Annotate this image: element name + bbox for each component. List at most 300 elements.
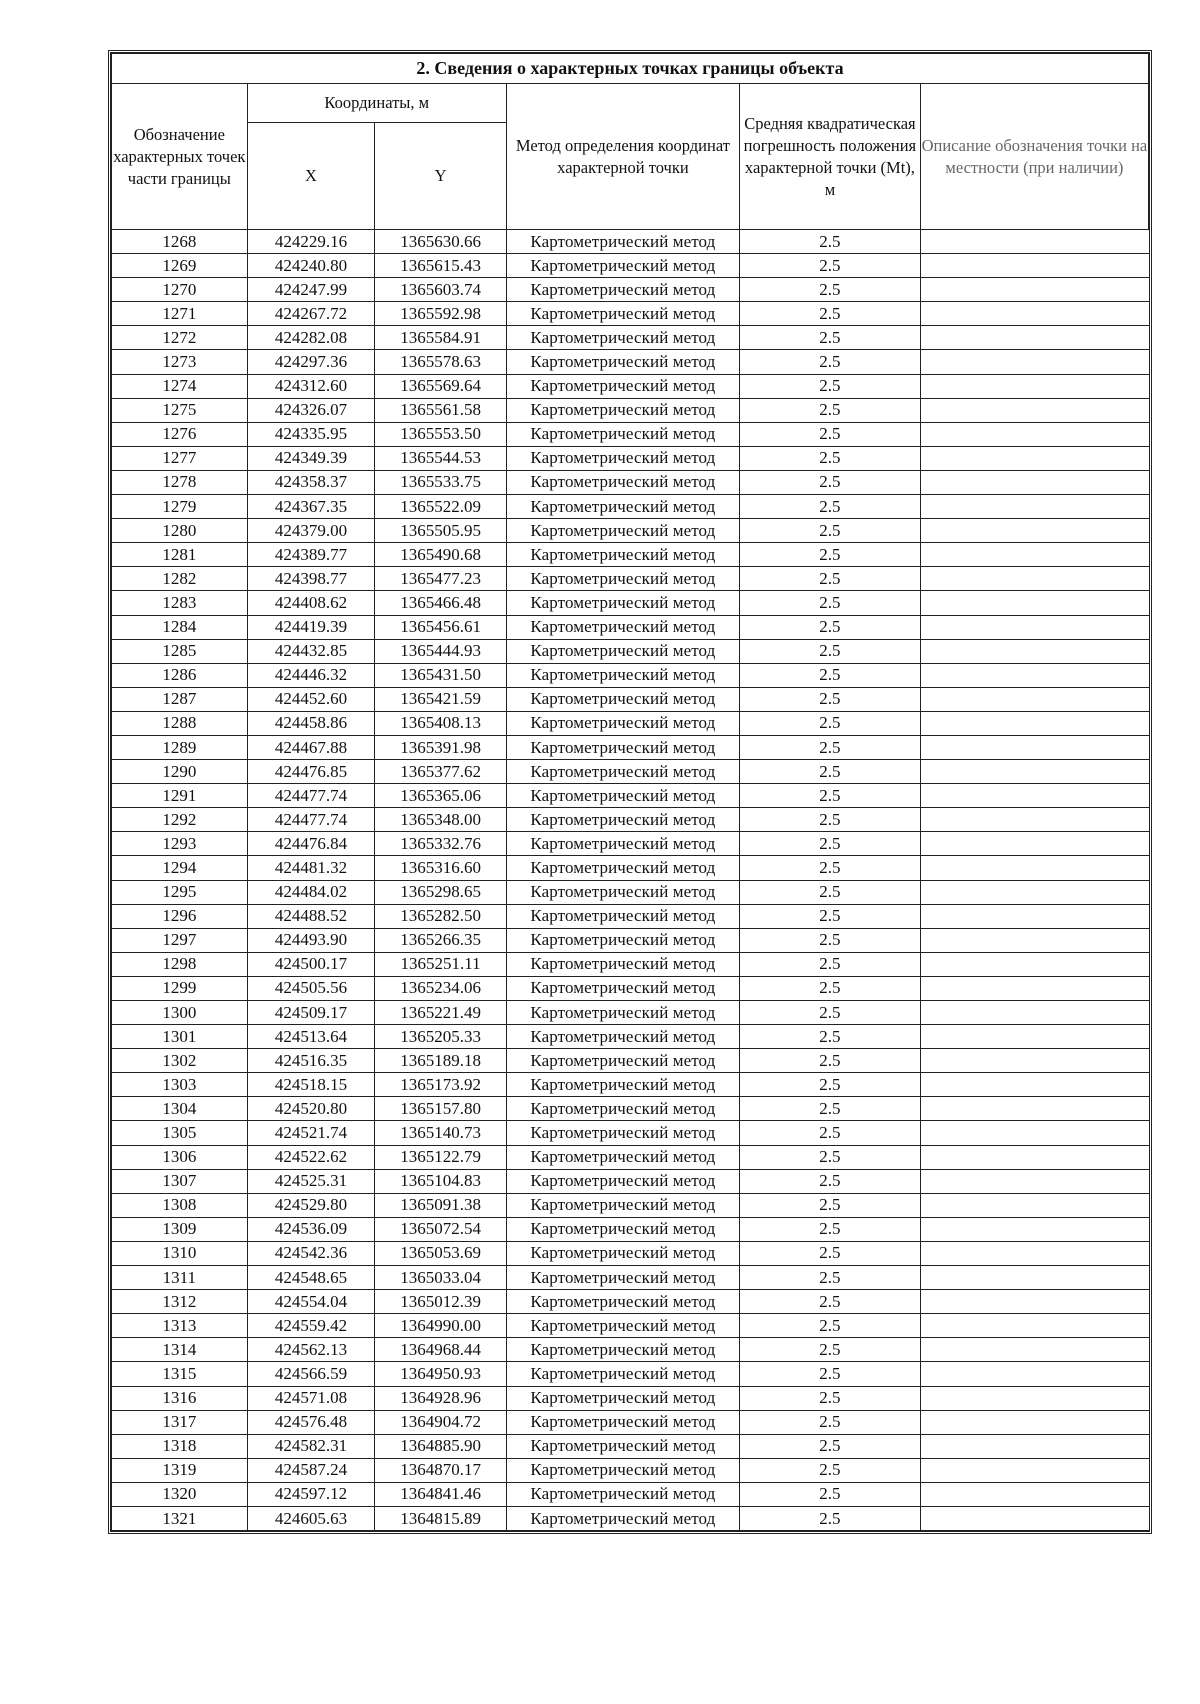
description-cell — [920, 1193, 1148, 1217]
x-coordinate-cell: 424367.35 — [247, 495, 375, 519]
description-cell — [920, 928, 1148, 952]
point-cell: 1319 — [112, 1458, 248, 1482]
y-coordinate-cell: 1364841.46 — [375, 1482, 507, 1506]
y-coordinate-cell: 1365316.60 — [375, 856, 507, 880]
method-cell: Картометрический метод — [506, 1049, 739, 1073]
point-cell: 1281 — [112, 543, 248, 567]
description-cell — [920, 254, 1148, 278]
table-row — [112, 326, 1149, 350]
y-coordinate-cell: 1365456.61 — [375, 615, 507, 639]
precision-cell: 2.5 — [739, 1386, 920, 1410]
table-row — [112, 1458, 1149, 1482]
precision-cell: 2.5 — [739, 1025, 920, 1049]
precision-cell: 2.5 — [739, 1193, 920, 1217]
x-coordinate-cell: 424477.74 — [247, 808, 375, 832]
table-row — [112, 591, 1149, 615]
point-cell: 1283 — [112, 591, 248, 615]
precision-cell: 2.5 — [739, 1049, 920, 1073]
y-coordinate-cell: 1364870.17 — [375, 1458, 507, 1482]
method-cell: Картометрический метод — [506, 663, 739, 687]
x-coordinate-cell: 424446.32 — [247, 663, 375, 687]
description-cell — [920, 1386, 1148, 1410]
point-cell: 1271 — [112, 302, 248, 326]
precision-cell: 2.5 — [739, 302, 920, 326]
description-cell — [920, 880, 1148, 904]
y-coordinate-cell: 1364928.96 — [375, 1386, 507, 1410]
table-row — [112, 278, 1149, 302]
method-cell: Картометрический метод — [506, 567, 739, 591]
y-coordinate-cell: 1365053.69 — [375, 1241, 507, 1265]
x-coordinate-cell: 424597.12 — [247, 1482, 375, 1506]
y-coordinate-cell: 1365578.63 — [375, 350, 507, 374]
x-coordinate-cell: 424419.39 — [247, 615, 375, 639]
precision-cell: 2.5 — [739, 1217, 920, 1241]
table-row — [112, 470, 1149, 494]
table-row — [112, 254, 1149, 278]
precision-cell: 2.5 — [739, 519, 920, 543]
method-cell: Картометрический метод — [506, 230, 739, 254]
point-cell: 1311 — [112, 1266, 248, 1290]
table-row — [112, 1290, 1149, 1314]
method-cell: Картометрический метод — [506, 254, 739, 278]
precision-cell: 2.5 — [739, 663, 920, 687]
precision-cell: 2.5 — [739, 880, 920, 904]
precision-cell: 2.5 — [739, 639, 920, 663]
description-cell — [920, 1121, 1148, 1145]
y-coordinate-cell: 1365122.79 — [375, 1145, 507, 1169]
description-cell — [920, 760, 1148, 784]
description-cell — [920, 1458, 1148, 1482]
precision-cell: 2.5 — [739, 1314, 920, 1338]
x-coordinate-cell: 424529.80 — [247, 1193, 375, 1217]
x-coordinate-cell: 424247.99 — [247, 278, 375, 302]
point-cell: 1274 — [112, 374, 248, 398]
table-row — [112, 1025, 1149, 1049]
table-row — [112, 1169, 1149, 1193]
precision-cell: 2.5 — [739, 904, 920, 928]
description-cell — [920, 615, 1148, 639]
description-cell — [920, 808, 1148, 832]
precision-cell: 2.5 — [739, 1362, 920, 1386]
y-coordinate-cell: 1365431.50 — [375, 663, 507, 687]
x-coordinate-cell: 424518.15 — [247, 1073, 375, 1097]
point-cell: 1287 — [112, 687, 248, 711]
x-coordinate-cell: 424520.80 — [247, 1097, 375, 1121]
y-coordinate-cell: 1365033.04 — [375, 1266, 507, 1290]
precision-cell: 2.5 — [739, 928, 920, 952]
x-coordinate-cell: 424525.31 — [247, 1169, 375, 1193]
method-cell: Картометрический метод — [506, 928, 739, 952]
point-cell: 1275 — [112, 398, 248, 422]
precision-cell: 2.5 — [739, 1410, 920, 1434]
x-coordinate-cell: 424516.35 — [247, 1049, 375, 1073]
y-coordinate-cell: 1365348.00 — [375, 808, 507, 832]
description-cell — [920, 735, 1148, 759]
point-cell: 1269 — [112, 254, 248, 278]
precision-cell: 2.5 — [739, 230, 920, 254]
x-coordinate-cell: 424312.60 — [247, 374, 375, 398]
description-cell — [920, 1314, 1148, 1338]
precision-cell: 2.5 — [739, 374, 920, 398]
point-cell: 1301 — [112, 1025, 248, 1049]
y-coordinate-cell: 1364968.44 — [375, 1338, 507, 1362]
table-row — [112, 350, 1149, 374]
description-cell — [920, 495, 1148, 519]
x-coordinate-cell: 424509.17 — [247, 1001, 375, 1025]
method-cell: Картометрический метод — [506, 856, 739, 880]
method-cell: Картометрический метод — [506, 495, 739, 519]
x-coordinate-cell: 424500.17 — [247, 952, 375, 976]
table-row — [112, 1049, 1149, 1073]
precision-cell: 2.5 — [739, 422, 920, 446]
point-cell: 1320 — [112, 1482, 248, 1506]
x-coordinate-cell: 424542.36 — [247, 1241, 375, 1265]
method-cell: Картометрический метод — [506, 735, 739, 759]
point-cell: 1314 — [112, 1338, 248, 1362]
x-coordinate-cell: 424240.80 — [247, 254, 375, 278]
x-coordinate-cell: 424458.86 — [247, 711, 375, 735]
y-coordinate-cell: 1365104.83 — [375, 1169, 507, 1193]
y-coordinate-cell: 1365569.64 — [375, 374, 507, 398]
description-cell — [920, 1049, 1148, 1073]
description-cell — [920, 350, 1148, 374]
method-cell: Картометрический метод — [506, 1290, 739, 1314]
table-row — [112, 422, 1149, 446]
y-coordinate-cell: 1365365.06 — [375, 784, 507, 808]
table-row — [112, 1001, 1149, 1025]
y-coordinate-cell: 1365466.48 — [375, 591, 507, 615]
point-cell: 1296 — [112, 904, 248, 928]
y-coordinate-cell: 1365391.98 — [375, 735, 507, 759]
point-cell: 1286 — [112, 663, 248, 687]
x-coordinate-cell: 424521.74 — [247, 1121, 375, 1145]
point-cell: 1295 — [112, 880, 248, 904]
y-coordinate-cell: 1365189.18 — [375, 1049, 507, 1073]
point-cell: 1308 — [112, 1193, 248, 1217]
x-coordinate-cell: 424389.77 — [247, 543, 375, 567]
precision-cell: 2.5 — [739, 1506, 920, 1530]
table-row — [112, 784, 1149, 808]
x-coordinate-cell: 424267.72 — [247, 302, 375, 326]
method-cell: Картометрический метод — [506, 1434, 739, 1458]
precision-cell: 2.5 — [739, 254, 920, 278]
table-row — [112, 1266, 1149, 1290]
table-row — [112, 976, 1149, 1000]
y-coordinate-cell: 1365072.54 — [375, 1217, 507, 1241]
method-cell: Картометрический метод — [506, 1410, 739, 1434]
header-method: Метод определения координат характерной точки — [506, 84, 739, 230]
method-cell: Картометрический метод — [506, 470, 739, 494]
description-cell — [920, 1145, 1148, 1169]
header-x: X — [247, 123, 375, 230]
x-coordinate-cell: 424571.08 — [247, 1386, 375, 1410]
y-coordinate-cell: 1365603.74 — [375, 278, 507, 302]
method-cell: Картометрический метод — [506, 1314, 739, 1338]
description-cell — [920, 904, 1148, 928]
table-row — [112, 1506, 1149, 1530]
description-cell — [920, 398, 1148, 422]
precision-cell: 2.5 — [739, 856, 920, 880]
description-cell — [920, 832, 1148, 856]
y-coordinate-cell: 1365584.91 — [375, 326, 507, 350]
y-coordinate-cell: 1365205.33 — [375, 1025, 507, 1049]
description-cell — [920, 591, 1148, 615]
description-cell — [920, 1362, 1148, 1386]
method-cell: Картометрический метод — [506, 1362, 739, 1386]
method-cell: Картометрический метод — [506, 904, 739, 928]
precision-cell: 2.5 — [739, 1145, 920, 1169]
point-cell: 1305 — [112, 1121, 248, 1145]
x-coordinate-cell: 424349.39 — [247, 446, 375, 470]
method-cell: Картометрический метод — [506, 1001, 739, 1025]
method-cell: Картометрический метод — [506, 1217, 739, 1241]
header-precision: Средняя квадратическая погрешность положения характерной точки (Mt), м — [739, 84, 920, 230]
table-row — [112, 615, 1149, 639]
method-cell: Картометрический метод — [506, 1266, 739, 1290]
method-cell: Картометрический метод — [506, 350, 739, 374]
point-cell: 1303 — [112, 1073, 248, 1097]
description-cell — [920, 687, 1148, 711]
table-row — [112, 808, 1149, 832]
point-cell: 1315 — [112, 1362, 248, 1386]
x-coordinate-cell: 424282.08 — [247, 326, 375, 350]
table-row — [112, 711, 1149, 735]
method-cell: Картометрический метод — [506, 326, 739, 350]
description-cell — [920, 1001, 1148, 1025]
table-row — [112, 446, 1149, 470]
point-cell: 1304 — [112, 1097, 248, 1121]
precision-cell: 2.5 — [739, 1482, 920, 1506]
table-row — [112, 1193, 1149, 1217]
y-coordinate-cell: 1365332.76 — [375, 832, 507, 856]
point-cell: 1288 — [112, 711, 248, 735]
table-row — [112, 543, 1149, 567]
table-row — [112, 1434, 1149, 1458]
table-row — [112, 832, 1149, 856]
method-cell: Картометрический метод — [506, 1145, 739, 1169]
x-coordinate-cell: 424513.64 — [247, 1025, 375, 1049]
header-y: Y — [375, 123, 507, 230]
description-cell — [920, 470, 1148, 494]
point-cell: 1298 — [112, 952, 248, 976]
y-coordinate-cell: 1365615.43 — [375, 254, 507, 278]
point-cell: 1291 — [112, 784, 248, 808]
point-cell: 1299 — [112, 976, 248, 1000]
y-coordinate-cell: 1365421.59 — [375, 687, 507, 711]
description-cell — [920, 230, 1148, 254]
table-row — [112, 856, 1149, 880]
method-cell: Картометрический метод — [506, 1097, 739, 1121]
y-coordinate-cell: 1365544.53 — [375, 446, 507, 470]
table-row — [112, 1362, 1149, 1386]
description-cell — [920, 519, 1148, 543]
y-coordinate-cell: 1364885.90 — [375, 1434, 507, 1458]
method-cell: Картометрический метод — [506, 784, 739, 808]
method-cell: Картометрический метод — [506, 639, 739, 663]
method-cell: Картометрический метод — [506, 832, 739, 856]
table-row — [112, 1338, 1149, 1362]
header-coordinates: Координаты, м — [247, 84, 506, 123]
description-cell — [920, 1434, 1148, 1458]
table-row — [112, 735, 1149, 759]
table-row — [112, 663, 1149, 687]
table-row — [112, 1121, 1149, 1145]
precision-cell: 2.5 — [739, 326, 920, 350]
precision-cell: 2.5 — [739, 976, 920, 1000]
description-cell — [920, 446, 1148, 470]
table-row — [112, 1241, 1149, 1265]
x-coordinate-cell: 424562.13 — [247, 1338, 375, 1362]
x-coordinate-cell: 424297.36 — [247, 350, 375, 374]
description-cell — [920, 856, 1148, 880]
x-coordinate-cell: 424229.16 — [247, 230, 375, 254]
point-cell: 1300 — [112, 1001, 248, 1025]
table-row — [112, 374, 1149, 398]
table-row — [112, 1145, 1149, 1169]
method-cell: Картометрический метод — [506, 302, 739, 326]
method-cell: Картометрический метод — [506, 1386, 739, 1410]
x-coordinate-cell: 424554.04 — [247, 1290, 375, 1314]
point-cell: 1293 — [112, 832, 248, 856]
x-coordinate-cell: 424398.77 — [247, 567, 375, 591]
x-coordinate-cell: 424505.56 — [247, 976, 375, 1000]
point-cell: 1317 — [112, 1410, 248, 1434]
table-row — [112, 1410, 1149, 1434]
table-row — [112, 1482, 1149, 1506]
x-coordinate-cell: 424432.85 — [247, 639, 375, 663]
point-cell: 1309 — [112, 1217, 248, 1241]
precision-cell: 2.5 — [739, 278, 920, 302]
method-cell: Картометрический метод — [506, 398, 739, 422]
precision-cell: 2.5 — [739, 398, 920, 422]
y-coordinate-cell: 1364950.93 — [375, 1362, 507, 1386]
method-cell: Картометрический метод — [506, 1073, 739, 1097]
point-cell: 1294 — [112, 856, 248, 880]
method-cell: Картометрический метод — [506, 278, 739, 302]
method-cell: Картометрический метод — [506, 760, 739, 784]
y-coordinate-cell: 1365630.66 — [375, 230, 507, 254]
x-coordinate-cell: 424379.00 — [247, 519, 375, 543]
description-cell — [920, 543, 1148, 567]
description-cell — [920, 784, 1148, 808]
table-body — [112, 230, 1149, 1531]
description-cell — [920, 952, 1148, 976]
x-coordinate-cell: 424358.37 — [247, 470, 375, 494]
table-row — [112, 398, 1149, 422]
precision-cell: 2.5 — [739, 1458, 920, 1482]
method-cell: Картометрический метод — [506, 1121, 739, 1145]
precision-cell: 2.5 — [739, 350, 920, 374]
precision-cell: 2.5 — [739, 470, 920, 494]
y-coordinate-cell: 1365533.75 — [375, 470, 507, 494]
description-cell — [920, 422, 1148, 446]
method-cell: Картометрический метод — [506, 1482, 739, 1506]
point-cell: 1310 — [112, 1241, 248, 1265]
y-coordinate-cell: 1365266.35 — [375, 928, 507, 952]
point-cell: 1282 — [112, 567, 248, 591]
description-cell — [920, 976, 1148, 1000]
y-coordinate-cell: 1365490.68 — [375, 543, 507, 567]
y-coordinate-cell: 1365251.11 — [375, 952, 507, 976]
method-cell: Картометрический метод — [506, 591, 739, 615]
method-cell: Картометрический метод — [506, 1506, 739, 1530]
method-cell: Картометрический метод — [506, 808, 739, 832]
method-cell: Картометрический метод — [506, 1025, 739, 1049]
precision-cell: 2.5 — [739, 1434, 920, 1458]
y-coordinate-cell: 1365522.09 — [375, 495, 507, 519]
precision-cell: 2.5 — [739, 1241, 920, 1265]
point-cell: 1273 — [112, 350, 248, 374]
y-coordinate-cell: 1365173.92 — [375, 1073, 507, 1097]
y-coordinate-cell: 1365561.58 — [375, 398, 507, 422]
description-cell — [920, 1241, 1148, 1265]
x-coordinate-cell: 424522.62 — [247, 1145, 375, 1169]
precision-cell: 2.5 — [739, 1290, 920, 1314]
precision-cell: 2.5 — [739, 808, 920, 832]
point-cell: 1290 — [112, 760, 248, 784]
description-cell — [920, 278, 1148, 302]
y-coordinate-cell: 1365234.06 — [375, 976, 507, 1000]
x-coordinate-cell: 424488.52 — [247, 904, 375, 928]
description-cell — [920, 1097, 1148, 1121]
method-cell: Картометрический метод — [506, 543, 739, 567]
description-cell — [920, 1482, 1148, 1506]
point-cell: 1272 — [112, 326, 248, 350]
precision-cell: 2.5 — [739, 1097, 920, 1121]
description-cell — [920, 1506, 1148, 1530]
y-coordinate-cell: 1364990.00 — [375, 1314, 507, 1338]
description-cell — [920, 1217, 1148, 1241]
precision-cell: 2.5 — [739, 735, 920, 759]
point-cell: 1270 — [112, 278, 248, 302]
x-coordinate-cell: 424536.09 — [247, 1217, 375, 1241]
y-coordinate-cell: 1365221.49 — [375, 1001, 507, 1025]
point-cell: 1318 — [112, 1434, 248, 1458]
y-coordinate-cell: 1365012.39 — [375, 1290, 507, 1314]
method-cell: Картометрический метод — [506, 374, 739, 398]
precision-cell: 2.5 — [739, 1266, 920, 1290]
x-coordinate-cell: 424559.42 — [247, 1314, 375, 1338]
x-coordinate-cell: 424477.74 — [247, 784, 375, 808]
table-row — [112, 567, 1149, 591]
method-cell: Картометрический метод — [506, 615, 739, 639]
description-cell — [920, 326, 1148, 350]
precision-cell: 2.5 — [739, 832, 920, 856]
table-row — [112, 760, 1149, 784]
precision-cell: 2.5 — [739, 784, 920, 808]
y-coordinate-cell: 1365282.50 — [375, 904, 507, 928]
y-coordinate-cell: 1365553.50 — [375, 422, 507, 446]
y-coordinate-cell: 1365157.80 — [375, 1097, 507, 1121]
description-cell — [920, 302, 1148, 326]
y-coordinate-cell: 1365377.62 — [375, 760, 507, 784]
point-cell: 1321 — [112, 1506, 248, 1530]
point-cell: 1278 — [112, 470, 248, 494]
x-coordinate-cell: 424587.24 — [247, 1458, 375, 1482]
method-cell: Картометрический метод — [506, 519, 739, 543]
description-cell — [920, 567, 1148, 591]
point-cell: 1312 — [112, 1290, 248, 1314]
precision-cell: 2.5 — [739, 1169, 920, 1193]
point-cell: 1307 — [112, 1169, 248, 1193]
point-cell: 1279 — [112, 495, 248, 519]
table-row — [112, 519, 1149, 543]
table-row — [112, 1314, 1149, 1338]
method-cell: Картометрический метод — [506, 1169, 739, 1193]
x-coordinate-cell: 424493.90 — [247, 928, 375, 952]
x-coordinate-cell: 424548.65 — [247, 1266, 375, 1290]
x-coordinate-cell: 424452.60 — [247, 687, 375, 711]
